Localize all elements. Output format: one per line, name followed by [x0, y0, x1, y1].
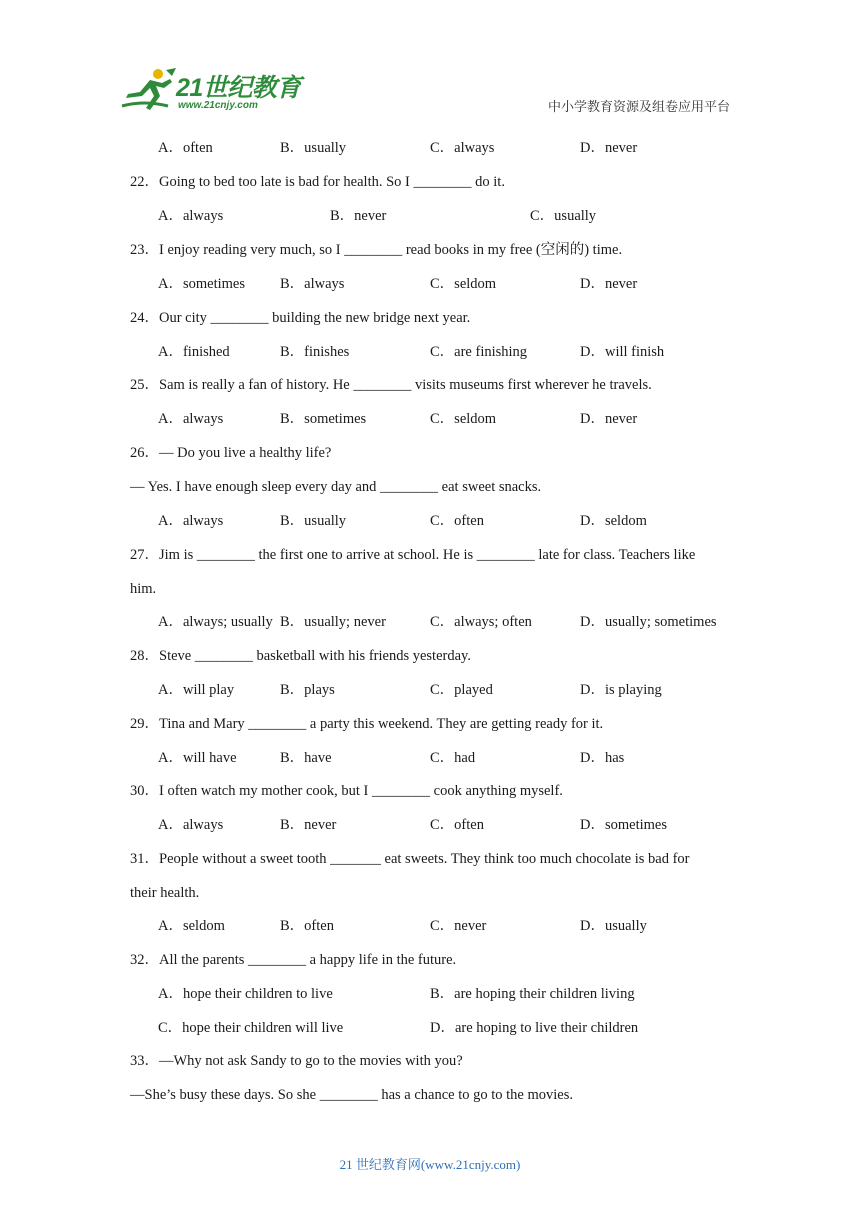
option-b[interactable]: B．sometimes	[280, 411, 367, 427]
option-a[interactable]: A．always	[158, 208, 224, 224]
logo-url: www.21cnjy.com	[178, 100, 258, 111]
runner-logo-icon	[120, 66, 178, 114]
option-b[interactable]: B．usually	[280, 513, 347, 529]
option-row	[0, 1018, 860, 1038]
question-stem: 24．Our city ________ building the new bridge next year.	[130, 310, 471, 326]
option-b[interactable]: B．are hoping their children living	[430, 986, 635, 1002]
platform-title: 中小学教育资源及组卷应用平台	[547, 99, 730, 114]
option-c[interactable]: C．hope their children will live	[158, 1020, 344, 1036]
option-d[interactable]: D．seldom	[580, 513, 647, 529]
option-c[interactable]: C．often	[430, 817, 484, 833]
option-a[interactable]: A．always	[158, 817, 224, 833]
option-a[interactable]: A．always	[158, 513, 224, 529]
question-stem: 29．Tina and Mary ________ a party this weekend. They are getting ready for it.	[130, 716, 604, 732]
option-row	[0, 342, 860, 362]
question-stem: 32．All the parents ________ a happy life in the future.	[130, 952, 457, 968]
question-stem-line2: him.	[130, 581, 157, 597]
option-d[interactable]: D．never	[580, 140, 638, 156]
question-stem: 33．—Why not ask Sandy to go to the movies with you?	[130, 1053, 463, 1069]
option-row	[0, 274, 860, 294]
option-b[interactable]: B．never	[330, 208, 387, 224]
question-stem: 31．People without a sweet tooth _______ eat sweets. They think too much chocolate is bad for	[130, 851, 690, 867]
option-row	[0, 409, 860, 429]
option-b[interactable]: B．usually; never	[280, 614, 386, 630]
option-c[interactable]: C．are finishing	[430, 344, 528, 360]
option-d[interactable]: D．are hoping to live their children	[430, 1020, 639, 1036]
option-a[interactable]: A．often	[158, 140, 213, 156]
option-b[interactable]: B．always	[280, 276, 345, 292]
option-c[interactable]: C．seldom	[430, 411, 497, 427]
option-row	[0, 815, 860, 835]
option-row	[0, 984, 860, 1004]
page-header	[0, 0, 860, 125]
option-d[interactable]: D．will finish	[580, 344, 665, 360]
option-row	[0, 138, 860, 158]
option-row	[0, 680, 860, 700]
option-c[interactable]: C．played	[430, 682, 493, 698]
option-a[interactable]: A．finished	[158, 344, 230, 360]
option-d[interactable]: D．has	[580, 750, 625, 766]
option-c[interactable]: C．always	[430, 140, 495, 156]
option-d[interactable]: D．usually	[580, 918, 647, 934]
option-d[interactable]: D．sometimes	[580, 817, 667, 833]
logo	[120, 66, 300, 118]
logo-text: 21世纪教育	[176, 74, 301, 102]
question-stem: 28．Steve ________ basketball with his friends yesterday.	[130, 648, 471, 664]
option-d[interactable]: D．never	[580, 411, 638, 427]
option-d[interactable]: D．usually; sometimes	[580, 614, 717, 630]
option-a[interactable]: A．always	[158, 411, 224, 427]
option-row	[0, 612, 860, 632]
option-c[interactable]: C．usually	[530, 208, 597, 224]
question-stem: 23．I enjoy reading very much, so I ________ read books in my free (空闲的) time.	[130, 242, 623, 258]
option-b[interactable]: B．usually	[280, 140, 347, 156]
option-a[interactable]: A．hope their children to live	[158, 986, 333, 1002]
option-c[interactable]: C．seldom	[430, 276, 497, 292]
option-a[interactable]: A．always; usually	[158, 614, 273, 630]
page-footer: 21 世纪教育网(www.21cnjy.com)	[339, 1157, 521, 1172]
option-c[interactable]: C．had	[430, 750, 476, 766]
option-b[interactable]: B．never	[280, 817, 337, 833]
question-stem: 27．Jim is ________ the first one to arrive at school. He is ________ late for class. Teachers like	[130, 547, 696, 563]
option-a[interactable]: A．will play	[158, 682, 235, 698]
option-b[interactable]: B．have	[280, 750, 332, 766]
option-c[interactable]: C．always; often	[430, 614, 532, 630]
option-d[interactable]: D．never	[580, 276, 638, 292]
option-d[interactable]: D．is playing	[580, 682, 662, 698]
option-b[interactable]: B．finishes	[280, 344, 350, 360]
question-stem-line2: —She’s busy these days. So she ________ has a chance to go to the movies.	[130, 1087, 573, 1103]
option-a[interactable]: A．sometimes	[158, 276, 245, 292]
question-stem: 22．Going to bed too late is bad for health. So I ________ do it.	[130, 174, 505, 190]
option-b[interactable]: B．plays	[280, 682, 335, 698]
option-a[interactable]: A．seldom	[158, 918, 225, 934]
option-row	[0, 748, 860, 768]
option-row	[0, 511, 860, 531]
option-c[interactable]: C．often	[430, 513, 484, 529]
option-a[interactable]: A．will have	[158, 750, 237, 766]
option-row	[0, 206, 860, 226]
question-stem-line2: — Yes. I have enough sleep every day and ________ eat sweet snacks.	[130, 479, 542, 495]
question-stem: 30．I often watch my mother cook, but I ________ cook anything myself.	[130, 783, 563, 799]
option-b[interactable]: B．often	[280, 918, 334, 934]
question-stem-line2: their health.	[130, 885, 200, 901]
option-c[interactable]: C．never	[430, 918, 487, 934]
question-stem: 25．Sam is really a fan of history. He ________ visits museums first wherever he travels.	[130, 377, 652, 393]
question-stem: 26．— Do you live a healthy life?	[130, 445, 332, 461]
option-row	[0, 916, 860, 936]
